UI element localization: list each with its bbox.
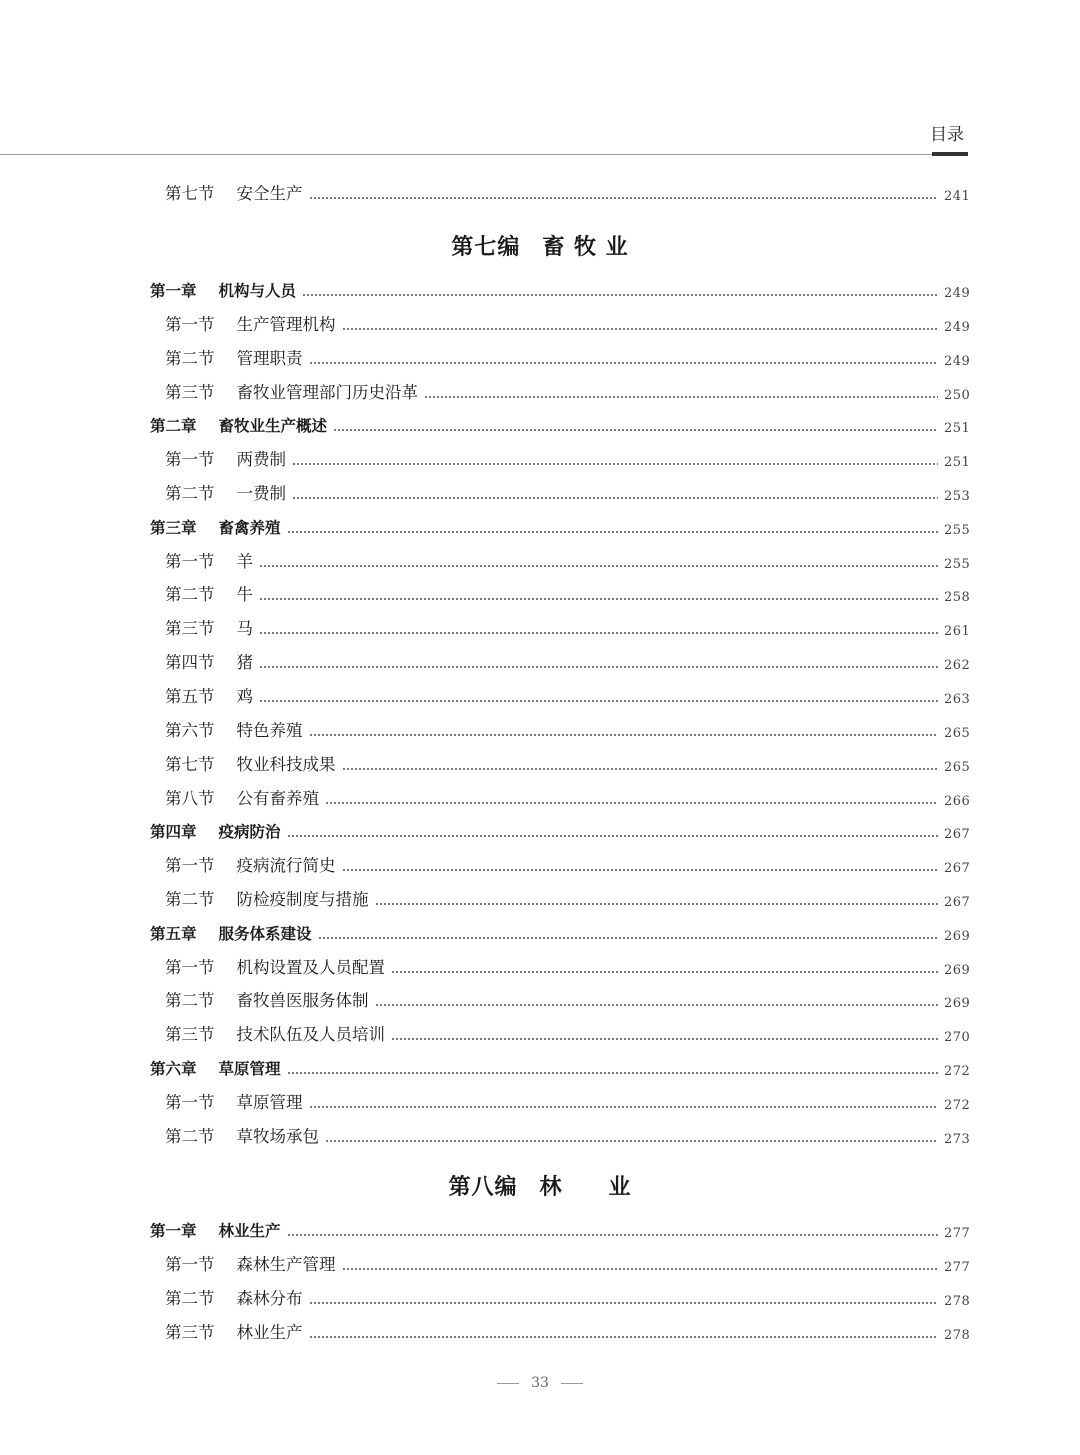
leader-dots [259, 666, 938, 668]
page-number: 265 [944, 726, 971, 741]
header-divider [0, 154, 968, 155]
section-number: 第二节 [165, 484, 215, 503]
page-number: 277 [944, 1260, 971, 1275]
section-number: 第一节 [165, 1093, 215, 1112]
section-title: 公有畜养殖 [236, 789, 319, 808]
leader-dots [287, 835, 938, 837]
header-accent-bar [932, 152, 968, 156]
toc-chapter-row[interactable] [150, 920, 970, 944]
section-title: 安仝生产 [236, 184, 303, 203]
chapter-title: 畜牧业生产概述 [218, 417, 328, 435]
page-number: 269 [944, 996, 971, 1011]
section-number: 第三节 [165, 619, 215, 638]
chapter-title: 草原管理 [218, 1060, 281, 1078]
leader-dots [259, 598, 938, 600]
page-number: 269 [944, 929, 971, 944]
toc-section-row[interactable] [165, 180, 970, 204]
page-number: 253 [944, 489, 971, 504]
page-number: 262 [944, 658, 971, 673]
toc-section-row[interactable] [165, 1123, 970, 1147]
chapter-number: 第一章 [150, 1222, 197, 1240]
section-number: 第一节 [165, 552, 215, 571]
section-title: 草牧场承包 [236, 1127, 319, 1146]
toc-section-row[interactable] [165, 480, 970, 504]
section-title: 鸡 [236, 687, 253, 706]
part-title: 畜 牧 业 [542, 235, 629, 260]
page-number: 265 [944, 760, 971, 775]
section-number: 第二节 [165, 349, 215, 368]
toc-section-row[interactable] [165, 1319, 970, 1343]
page-number: 258 [944, 590, 971, 605]
section-title: 机构设置及人员配置 [236, 958, 385, 977]
footer-dash-right [561, 1383, 583, 1384]
leader-dots [309, 1302, 939, 1304]
page-number: 272 [944, 1064, 971, 1079]
leader-dots [287, 1234, 938, 1236]
part-number: 第八编 [448, 1175, 518, 1200]
page-number: 269 [944, 963, 971, 978]
page-number: 267 [944, 827, 971, 842]
page-number: 251 [944, 455, 971, 470]
toc-section-row[interactable] [165, 1089, 970, 1113]
section-number: 第四节 [165, 653, 215, 672]
toc-section-row[interactable] [165, 548, 970, 572]
page-number: 272 [944, 1098, 971, 1113]
page-number: 277 [944, 1226, 971, 1241]
section-number: 第一节 [165, 315, 215, 334]
leader-dots [292, 463, 938, 465]
toc-section-row[interactable] [165, 649, 970, 673]
toc-section-row[interactable] [165, 379, 970, 403]
toc-chapter-row[interactable] [150, 1055, 970, 1079]
section-number: 第二节 [165, 991, 215, 1010]
section-title: 猪 [236, 653, 253, 672]
section-title: 技术队伍及人员培训 [236, 1025, 385, 1044]
page-number: 267 [944, 861, 971, 876]
section-title: 两费制 [236, 450, 286, 469]
leader-dots [318, 937, 938, 939]
leader-dots [309, 362, 939, 364]
page-number: 241 [944, 189, 971, 204]
section-number: 第二节 [165, 585, 215, 604]
page-number: 267 [944, 895, 971, 910]
section-number: 第一节 [165, 856, 215, 875]
section-number: 第六节 [165, 721, 215, 740]
toc-section-row[interactable] [165, 615, 970, 639]
section-number: 第一节 [165, 958, 215, 977]
leader-dots [424, 396, 938, 398]
toc-section-row[interactable] [165, 987, 970, 1011]
section-title: 疫病流行简史 [236, 856, 336, 875]
page-number: 278 [944, 1294, 971, 1309]
section-title: 畜牧兽医服务体制 [236, 991, 369, 1010]
toc-section-row[interactable] [165, 345, 970, 369]
page-number: 249 [944, 286, 971, 301]
section-title: 牛 [236, 585, 253, 604]
toc-section-row[interactable] [165, 446, 970, 470]
leader-dots [342, 1268, 939, 1270]
footer-page-number: 33 [531, 1375, 549, 1391]
page-number: 261 [944, 624, 971, 639]
leader-dots [309, 734, 939, 736]
section-number: 第五节 [165, 687, 215, 706]
leader-dots [259, 632, 938, 634]
section-title: 森林生产管理 [236, 1255, 336, 1274]
section-number: 第一节 [165, 1255, 215, 1274]
section-title: 林业生产 [236, 1323, 303, 1342]
page-number: 255 [944, 523, 971, 538]
leader-dots [342, 869, 939, 871]
toc-section-row[interactable] [165, 852, 970, 876]
part-heading [0, 230, 1080, 261]
toc-section-row[interactable] [165, 1021, 970, 1045]
toc-section-row[interactable] [165, 683, 970, 707]
part-heading [0, 1170, 1080, 1201]
chapter-number: 第二章 [150, 417, 197, 435]
chapter-title: 服务体系建设 [218, 925, 312, 943]
leader-dots [391, 1038, 938, 1040]
section-title: 牧业科技成果 [236, 755, 336, 774]
leader-dots [342, 768, 939, 770]
section-number: 第二节 [165, 1127, 215, 1146]
section-number: 第二节 [165, 890, 215, 909]
page-number: 278 [944, 1328, 971, 1343]
toc-section-row[interactable] [165, 954, 970, 978]
chapter-title: 畜禽养殖 [218, 519, 281, 537]
page-number: 249 [944, 354, 971, 369]
leader-dots [259, 700, 938, 702]
section-number: 第三节 [165, 1025, 215, 1044]
part-title: 林 业 [539, 1175, 632, 1200]
leader-dots [287, 1072, 938, 1074]
section-title: 特色养殖 [236, 721, 303, 740]
leader-dots [302, 294, 938, 296]
chapter-title: 林业生产 [218, 1222, 281, 1240]
leader-dots [309, 1336, 939, 1338]
header-label: 目录 [930, 125, 964, 145]
toc-chapter-row[interactable] [150, 514, 970, 538]
section-title: 草原管理 [236, 1093, 303, 1112]
part-number: 第七编 [451, 235, 521, 260]
section-number: 第七节 [165, 184, 215, 203]
page-number: 273 [944, 1132, 971, 1147]
section-title: 一费制 [236, 484, 286, 503]
toc-section-row[interactable] [165, 581, 970, 605]
footer-dash-left [497, 1383, 519, 1384]
section-number: 第三节 [165, 383, 215, 402]
toc-section-row[interactable] [165, 1285, 970, 1309]
section-number: 第二节 [165, 1289, 215, 1308]
section-title: 生产管理机构 [236, 315, 336, 334]
toc-section-row[interactable] [165, 311, 970, 335]
section-number: 第八节 [165, 789, 215, 808]
toc-chapter-row[interactable] [150, 277, 970, 301]
section-number: 第一节 [165, 450, 215, 469]
chapter-number: 第四章 [150, 823, 197, 841]
leader-dots [309, 197, 939, 199]
toc-chapter-row[interactable] [150, 818, 970, 842]
chapter-title: 机构与人员 [218, 282, 297, 300]
leader-dots [375, 903, 939, 905]
toc-section-row[interactable] [165, 751, 970, 775]
chapter-title: 疫病防治 [218, 823, 281, 841]
chapter-number: 第五章 [150, 925, 197, 943]
page-number: 251 [944, 421, 971, 436]
page-number: 250 [944, 388, 971, 403]
section-title: 羊 [236, 552, 253, 571]
section-title: 防检疫制度与措施 [236, 890, 369, 909]
leader-dots [309, 1106, 939, 1108]
leader-dots [333, 429, 938, 431]
toc-section-row[interactable] [165, 1251, 970, 1275]
leader-dots [375, 1004, 939, 1006]
leader-dots [325, 1140, 938, 1142]
section-title: 马 [236, 619, 253, 638]
chapter-number: 第三章 [150, 519, 197, 537]
page-footer [0, 1375, 1080, 1391]
chapter-number: 第一章 [150, 282, 197, 300]
toc-section-row[interactable] [165, 886, 970, 910]
leader-dots [259, 565, 938, 567]
section-number: 第七节 [165, 755, 215, 774]
toc-chapter-row[interactable] [150, 1217, 970, 1241]
section-title: 畜牧业管理部门历史沿革 [236, 383, 418, 402]
leader-dots [325, 802, 938, 804]
leader-dots [287, 531, 938, 533]
page-number: 270 [944, 1030, 971, 1045]
leader-dots [391, 971, 938, 973]
section-title: 森林分布 [236, 1289, 303, 1308]
toc-section-row[interactable] [165, 785, 970, 809]
leader-dots [292, 497, 938, 499]
toc-chapter-row[interactable] [150, 412, 970, 436]
page-number: 249 [944, 320, 971, 335]
section-title: 管理职责 [236, 349, 303, 368]
page-number: 263 [944, 692, 971, 707]
page-number: 255 [944, 557, 971, 572]
chapter-number: 第六章 [150, 1060, 197, 1078]
page-number: 266 [944, 794, 971, 809]
leader-dots [342, 328, 939, 330]
toc-section-row[interactable] [165, 717, 970, 741]
section-number: 第三节 [165, 1323, 215, 1342]
